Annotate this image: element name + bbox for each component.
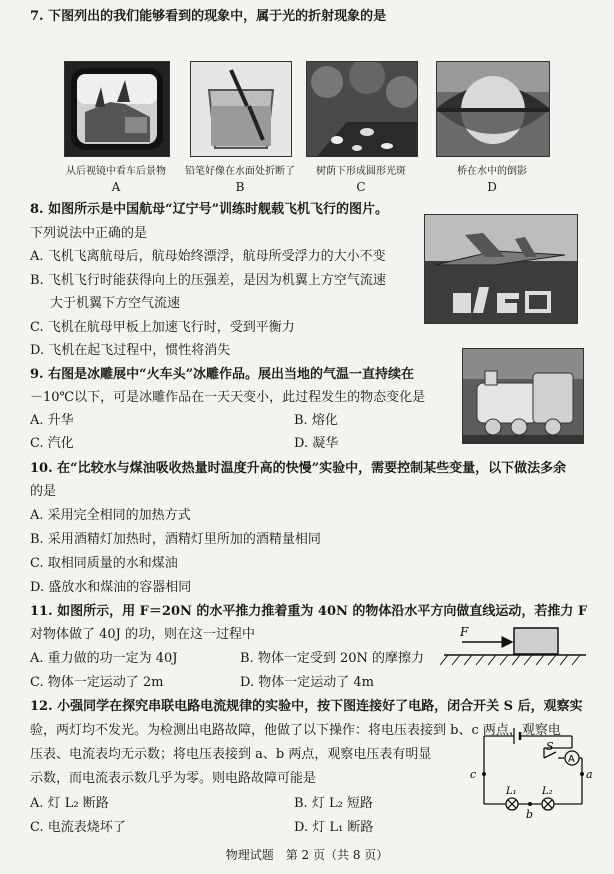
q7-stem: 7. 下图列出的我们能够看到的现象中，属于光的折射现象的是: [30, 9, 387, 24]
q11-stem-line2: 对物体做了 40J 的功，则在这一过程中: [30, 627, 256, 642]
q12-line2: 验，两灯均不发光。为检测出电路故障，他做了以下操作：将电压表接到 b、c 两点，观察电: [30, 723, 561, 738]
point-b-label: b: [526, 808, 534, 820]
q8-option-d: D. 飞机在起飞过程中，惯性将消失: [30, 343, 231, 358]
q10-option-b: B. 采用酒精灯加热时，酒精灯里所加的酒精量相同: [30, 532, 321, 547]
point-c-dot: [482, 772, 486, 776]
circuit-diagram: [460, 724, 594, 820]
q7-caption-a: 从后视镜中看车后景物: [66, 166, 166, 177]
q9-option-b: B. 熔化: [294, 413, 338, 428]
push-block-diagram: [440, 620, 590, 682]
ammeter-label: A: [568, 754, 575, 765]
q8-option-a: A. 飞机飞离航母后，航母始终漂浮，航母所受浮力的大小不变: [30, 249, 386, 264]
q7-label-c: C: [356, 180, 366, 194]
q9-stem-line2: －10℃以下，可是冰雕作品在一天天变小，此过程发生的物态变化是: [30, 390, 426, 405]
rearview-mirror-image: [64, 61, 170, 157]
q8-option-c: C. 飞机在航母甲板上加速飞行时，受到平衡力: [30, 320, 295, 335]
q8-stem: 8. 如图所示是中国航母“辽宁号”训练时舰载飞机飞行的图片。: [30, 202, 389, 217]
q11-stem-line1: 11. 如图所示，用 F＝20N 的水平推力推着重为 40N 的物体沿水平方向做直线运动，若推力 F: [30, 604, 588, 619]
q11-option-c: C. 物体一定运动了 2m: [30, 675, 164, 690]
q8-sub: 下列说法中正确的是: [30, 226, 148, 241]
ice-train-sculpture-image: [462, 348, 584, 444]
q12-line4: 示数，而电流表示数几乎为零。则电路故障可能是: [30, 771, 317, 786]
q7-caption-b: 铅笔好像在水面处折断了: [185, 166, 295, 177]
q9-stem-line1: 9. 右图是冰雕展中“火车头”冰雕作品。展出当地的气温一直持续在: [30, 367, 415, 382]
ground-hatching: [440, 655, 580, 665]
q10-option-c: C. 取相同质量的水和煤油: [30, 556, 178, 571]
q7-caption-c: 树荫下形成圆形光斑: [316, 166, 406, 177]
q10-stem-line1: 10. 在“比较水与煤油吸收热量时温度升高的快慢”实验中，需要控制某些变量，以下做法多余: [30, 461, 567, 476]
q10-option-d: D. 盛放水和煤油的容器相同: [30, 580, 192, 595]
q12-line1: 12. 小强同学在探究串联电路电流规律的实验中，按下图连接好了电路，闭合开关 S 后，观察实: [30, 699, 583, 714]
point-a-dot: [580, 772, 584, 776]
q8-option-b: B. 飞机飞行时能获得向上的压强差，是因为机翼上方空气流速: [30, 273, 386, 288]
q7-caption-d: 桥在水中的倒影: [457, 166, 527, 177]
q11-option-a: A. 重力做的功一定为 40J: [30, 651, 178, 666]
tree-shade-light-spots-image: [306, 61, 418, 157]
q10-option-a: A. 采用完全相同的加热方式: [30, 508, 191, 523]
lamp-l2-label: L₂: [542, 786, 553, 797]
lamp-l1-label: L₁: [506, 786, 517, 797]
q11-option-b: B. 物体一定受到 20N 的摩擦力: [240, 651, 424, 666]
q7-label-b: B: [235, 180, 245, 194]
point-c-label: c: [470, 768, 477, 781]
q12-line3: 压表、电流表均无示数；将电压表接到 a、b 两点，观察电压表有明显: [30, 747, 432, 762]
carrier-jet-image: [424, 214, 578, 324]
q9-option-d: D. 凝华: [294, 436, 339, 451]
point-b-dot: [528, 802, 532, 806]
q12-option-d: D. 灯 L₁ 断路: [294, 820, 374, 835]
q11-option-d: D. 物体一定运动了 4m: [240, 675, 374, 690]
q12-option-a: A. 灯 L₂ 断路: [30, 796, 109, 811]
q7-label-a: A: [111, 180, 121, 194]
switch-label: S: [546, 740, 554, 753]
pencil-in-water-image: [190, 61, 292, 157]
q8-option-b-cont: 大于机翼下方空气流速: [50, 296, 181, 311]
point-a-label: a: [586, 768, 593, 781]
bridge-reflection-image: [436, 61, 550, 157]
force-label: F: [460, 625, 469, 639]
q9-option-a: A. 升华: [30, 413, 74, 428]
q12-option-b: B. 灯 L₂ 短路: [294, 796, 373, 811]
page-footer: 物理试题 第 2 页（共 8 页）: [225, 848, 389, 862]
block: [514, 628, 558, 654]
q7-label-d: D: [487, 180, 497, 194]
q10-stem-line2: 的是: [30, 484, 57, 499]
q9-option-c: C. 汽化: [30, 436, 74, 451]
q12-option-c: C. 电流表烧坏了: [30, 820, 126, 835]
